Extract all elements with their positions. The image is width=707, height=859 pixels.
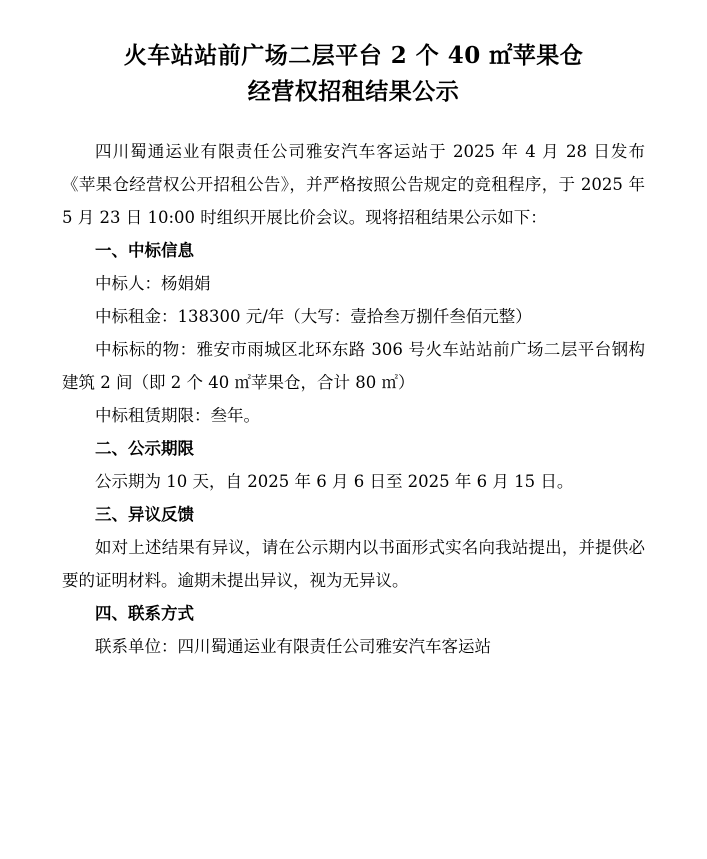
section-1-paragraph-4: 中标租赁期限：叁年。 xyxy=(95,406,260,426)
section-heading-2: 二、公示期限 xyxy=(95,439,194,459)
section-2-paragraph-1: 公示期为 10 天，自 2025 年 6 月 6 日至 2025 年 6 月 15 日。 xyxy=(95,472,574,492)
section-heading-4: 四、联系方式 xyxy=(95,604,194,624)
page-title-line-2: 经营权招租结果公示 xyxy=(247,77,460,105)
page-title xyxy=(62,38,645,109)
section-1-paragraph-1: 中标人：杨娟娟 xyxy=(95,274,211,294)
section-3-paragraph-1: 如对上述结果有异议，请在公示期内以书面形式实名向我站提出，并提供必要的证明材料。逾期未提出异议，视为无异议。 xyxy=(62,538,645,591)
section-heading-1: 一、中标信息 xyxy=(95,241,194,261)
section-1-paragraph-3: 中标标的物：雅安市雨城区北环东路 306 号火车站站前广场二层平台钢构建筑 2 间（即 2 个 40 ㎡苹果仓，合计 80 ㎡） xyxy=(62,340,645,393)
section-heading-3: 三、异议反馈 xyxy=(95,505,194,525)
intro-paragraph: 四川蜀通运业有限责任公司雅安汽车客运站于 2025 年 4 月 28 日发布《苹果仓经营权公开招租公告》，并严格按照公告规定的竞租程序，于 2025 年 5 月 23 日 10:00 时组织开展比价会议。现将招租结果公示如下： xyxy=(62,142,645,228)
document-body xyxy=(62,135,645,663)
page-title-line-1: 火车站站前广场二层平台 2 个 40 ㎡苹果仓 xyxy=(123,42,584,69)
section-1-paragraph-2: 中标租金：138300 元/年（大写：壹拾叁万捌仟叁佰元整） xyxy=(95,307,532,327)
section-4-paragraph-1: 联系单位：四川蜀通运业有限责任公司雅安汽车客运站 xyxy=(95,637,491,657)
